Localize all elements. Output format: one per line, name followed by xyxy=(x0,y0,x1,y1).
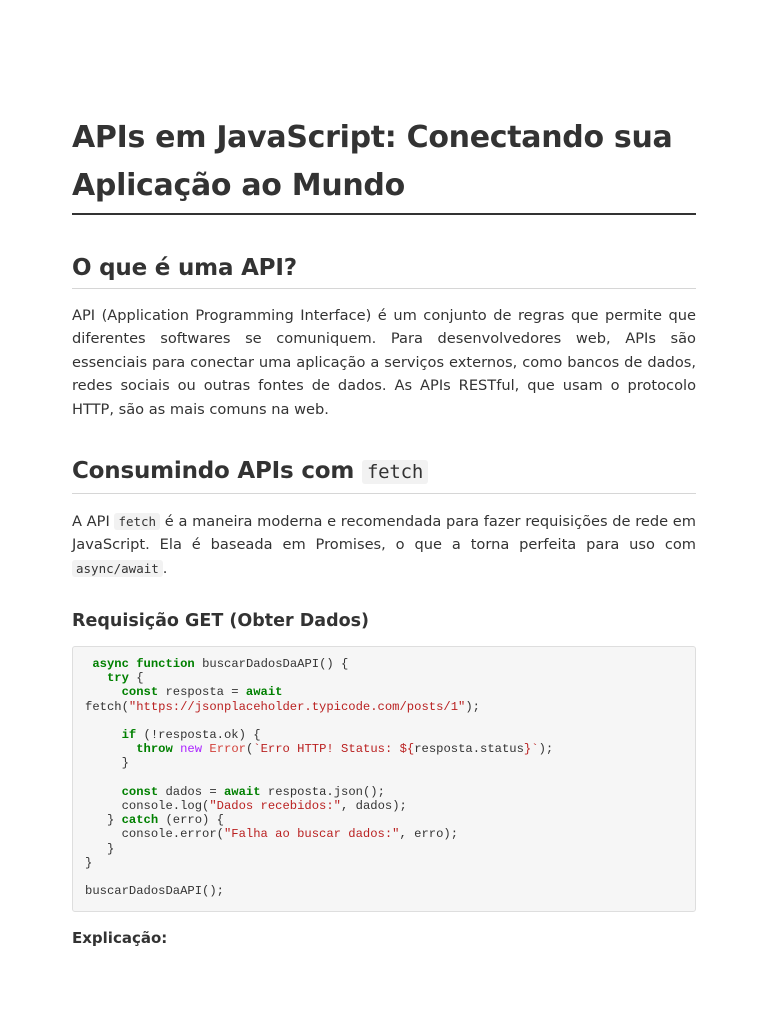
section-divider xyxy=(72,493,696,494)
section-heading-fetch xyxy=(72,455,696,488)
section-heading-what-is-api: O que é uma API? xyxy=(72,255,297,281)
title-divider xyxy=(72,213,696,215)
section-divider xyxy=(72,288,696,289)
section-paragraph: API (Application Programming Interface) é um conjunto de regras que permite que diferentes softwares se comuniquem. Para desenvolvedores web, APIs são essenciais para conectar uma aplicação a serviços externos, como bancos de dados, redes sociais ou outras fontes de dados. As APIs RESTful, que usam o protocolo HTTP, são as mais comuns na web. xyxy=(72,307,696,418)
paragraph-text: . xyxy=(162,559,168,577)
inline-code: async/await xyxy=(72,560,163,577)
section-paragraph xyxy=(72,510,696,580)
paragraph-text: A API xyxy=(72,513,115,530)
code-content: async function buscarDadosDaAPI() { try { const resposta = await fetch("https://jsonplaceholder.typicode.com/posts/1"); if (!resposta.ok) { throw new Error(`Erro HTTP! Status: ${resposta.status}`); } const dados = await resposta.json(); console.log("Dados recebidos:", dados); } catch (erro) { console.error("Falha ao buscar dados:", erro); } } buscarDadosDaAPI(); xyxy=(85,657,554,899)
explanation-label: Explicação: xyxy=(72,929,168,947)
subsection-heading-get-request: Requisição GET (Obter Dados) xyxy=(72,611,370,631)
heading-text: Consumindo APIs com xyxy=(72,458,362,484)
inline-code: fetch xyxy=(362,460,428,484)
inline-code: fetch xyxy=(114,513,160,530)
page-title: APIs em JavaScript: Conectando sua Aplicação ao Mundo xyxy=(72,120,673,203)
paragraph-text: é a maneira moderna e recomendada para fazer requisições de rede em JavaScript. Ela é baseada em Promises, o que a torna perfeita para uso com xyxy=(72,513,696,554)
code-block xyxy=(72,646,696,912)
